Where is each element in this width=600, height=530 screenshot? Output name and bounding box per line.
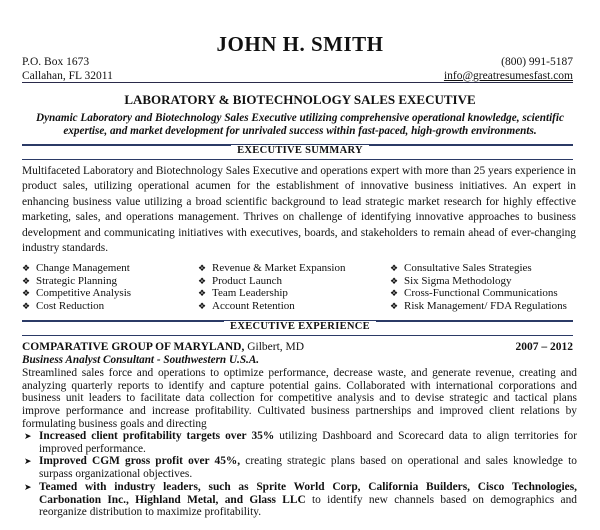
skill-item: ❖ Consultative Sales Strategies bbox=[390, 262, 532, 274]
company-name: COMPARATIVE GROUP OF MARYLAND, bbox=[22, 341, 245, 353]
skills-column-1 bbox=[22, 262, 131, 312]
address-block bbox=[22, 56, 113, 83]
skill-item: ❖ Risk Management/ FDA Regulations bbox=[390, 299, 567, 312]
experience-heading-text: EXECUTIVE EXPERIENCE bbox=[224, 321, 376, 332]
arrow-bullet-icon: ➤ bbox=[24, 481, 32, 492]
summary-heading-text: EXECUTIVE SUMMARY bbox=[231, 145, 369, 156]
diamond-bullet-icon: ❖ bbox=[22, 263, 31, 273]
diamond-bullet-icon: ❖ bbox=[390, 288, 399, 299]
summary-paragraph: Multifaceted Laboratory and Biotechnology Sales Executive and operations expert with more than 25 years experience in product sales, utilizing operational acumen for the establishment of innovative business initiatives. An expert in enhancing business value utilizing a broad scientific background to lead strategic market research for highly effective marketing, sales, and operations management. Thrives on challenge of identifying innovative approaches to business development and communicating initiatives with executives, boards, and stakeholders to remain ahead of ever-changing industry standards. bbox=[22, 165, 576, 255]
diamond-bullet-icon: ❖ bbox=[390, 300, 399, 311]
skills-column-2 bbox=[198, 262, 346, 312]
email-link[interactable]: info@greatresumesfast.com bbox=[443, 69, 573, 82]
skill-item: ❖ Strategic Planning bbox=[22, 274, 117, 287]
summary-heading bbox=[0, 145, 600, 156]
experience-heading bbox=[0, 321, 600, 332]
skill-item: ❖ Revenue & Market Expansion bbox=[198, 262, 346, 274]
job-description: Streamlined sales force and operations to optimize performance, decrease waste, and generate revenue, creating and analyzing quarterly reports to identify and capture potential gains. Collaborated with international corporations and business unit leaders to facilitate data collection for competitive analysis and to devise strategic and tactical plans improve performance and increase profitability. Cultivated business partnerships and improved client relations by formulating business goals and directing bbox=[22, 367, 577, 430]
arrow-bullet-icon: ➤ bbox=[24, 431, 32, 441]
tagline-line-2: expertise, and market development for unrivaled success within fast-paced, high-growth environments. bbox=[63, 125, 537, 137]
diamond-bullet-icon: ❖ bbox=[198, 288, 207, 299]
diamond-bullet-icon: ❖ bbox=[22, 288, 31, 299]
header-divider bbox=[22, 82, 573, 83]
achievement-item: ➤ Teamed with industry leaders, such as Sprite World Corp, California Builders, Cisco Technologies, Carbonation Inc., Highland Metal, and Glass LLC to identify new channels based on demographics and reorganize distribution to maximize profitability. bbox=[24, 480, 577, 519]
address-line-1: P.O. Box 1673 bbox=[22, 56, 90, 68]
job-title: Business Analyst Consultant - Southwestern U.S.A. bbox=[22, 354, 260, 366]
resume-tagline bbox=[22, 112, 578, 138]
diamond-bullet-icon: ❖ bbox=[390, 263, 399, 273]
skill-item: ❖ Cost Reduction bbox=[22, 299, 105, 312]
company-line bbox=[22, 341, 304, 353]
employment-dates: 2007 – 2012 bbox=[515, 341, 573, 353]
tagline-line-1: Dynamic Laboratory and Biotechnology Sales Executive utilizing comprehensive operational knowledge, scientific bbox=[36, 112, 564, 124]
skills-column-3 bbox=[390, 262, 567, 312]
diamond-bullet-icon: ❖ bbox=[22, 300, 31, 311]
diamond-bullet-icon: ❖ bbox=[198, 263, 207, 273]
skill-item: ❖ Product Launch bbox=[198, 274, 282, 287]
phone-number: (800) 991-5187 bbox=[501, 56, 573, 68]
skill-item: ❖ Cross-Functional Communications bbox=[390, 287, 558, 300]
diamond-bullet-icon: ❖ bbox=[198, 300, 207, 311]
candidate-name: JOHN H. SMITH bbox=[216, 32, 384, 56]
skill-item: ❖ Change Management bbox=[22, 262, 130, 274]
company-location: Gilbert, MD bbox=[247, 341, 305, 353]
achievement-item: ➤ Improved CGM gross profit over 45%, creating strategic plans based on operational and sales knowledge to surpass organizational objectives. bbox=[24, 455, 577, 481]
contact-block bbox=[444, 56, 573, 83]
resume-headline: LABORATORY & BIOTECHNOLOGY SALES EXECUTIVE bbox=[124, 92, 476, 107]
address-line-2: Callahan, FL 32011 bbox=[22, 69, 113, 82]
skill-item: ❖ Six Sigma Methodology bbox=[390, 274, 512, 287]
diamond-bullet-icon: ❖ bbox=[198, 275, 207, 286]
skill-item: ❖ Account Retention bbox=[198, 299, 295, 312]
achievement-list bbox=[22, 430, 577, 519]
diamond-bullet-icon: ❖ bbox=[390, 275, 399, 286]
arrow-bullet-icon: ➤ bbox=[24, 456, 32, 467]
diamond-bullet-icon: ❖ bbox=[22, 275, 31, 286]
skill-item: ❖ Team Leadership bbox=[198, 287, 288, 300]
skill-item: ❖ Competitive Analysis bbox=[22, 287, 132, 300]
achievement-item: ➤ Increased client profitability targets over 35% utilizing Dashboard and Scorecard data to align territories for improved performance. bbox=[24, 430, 577, 455]
